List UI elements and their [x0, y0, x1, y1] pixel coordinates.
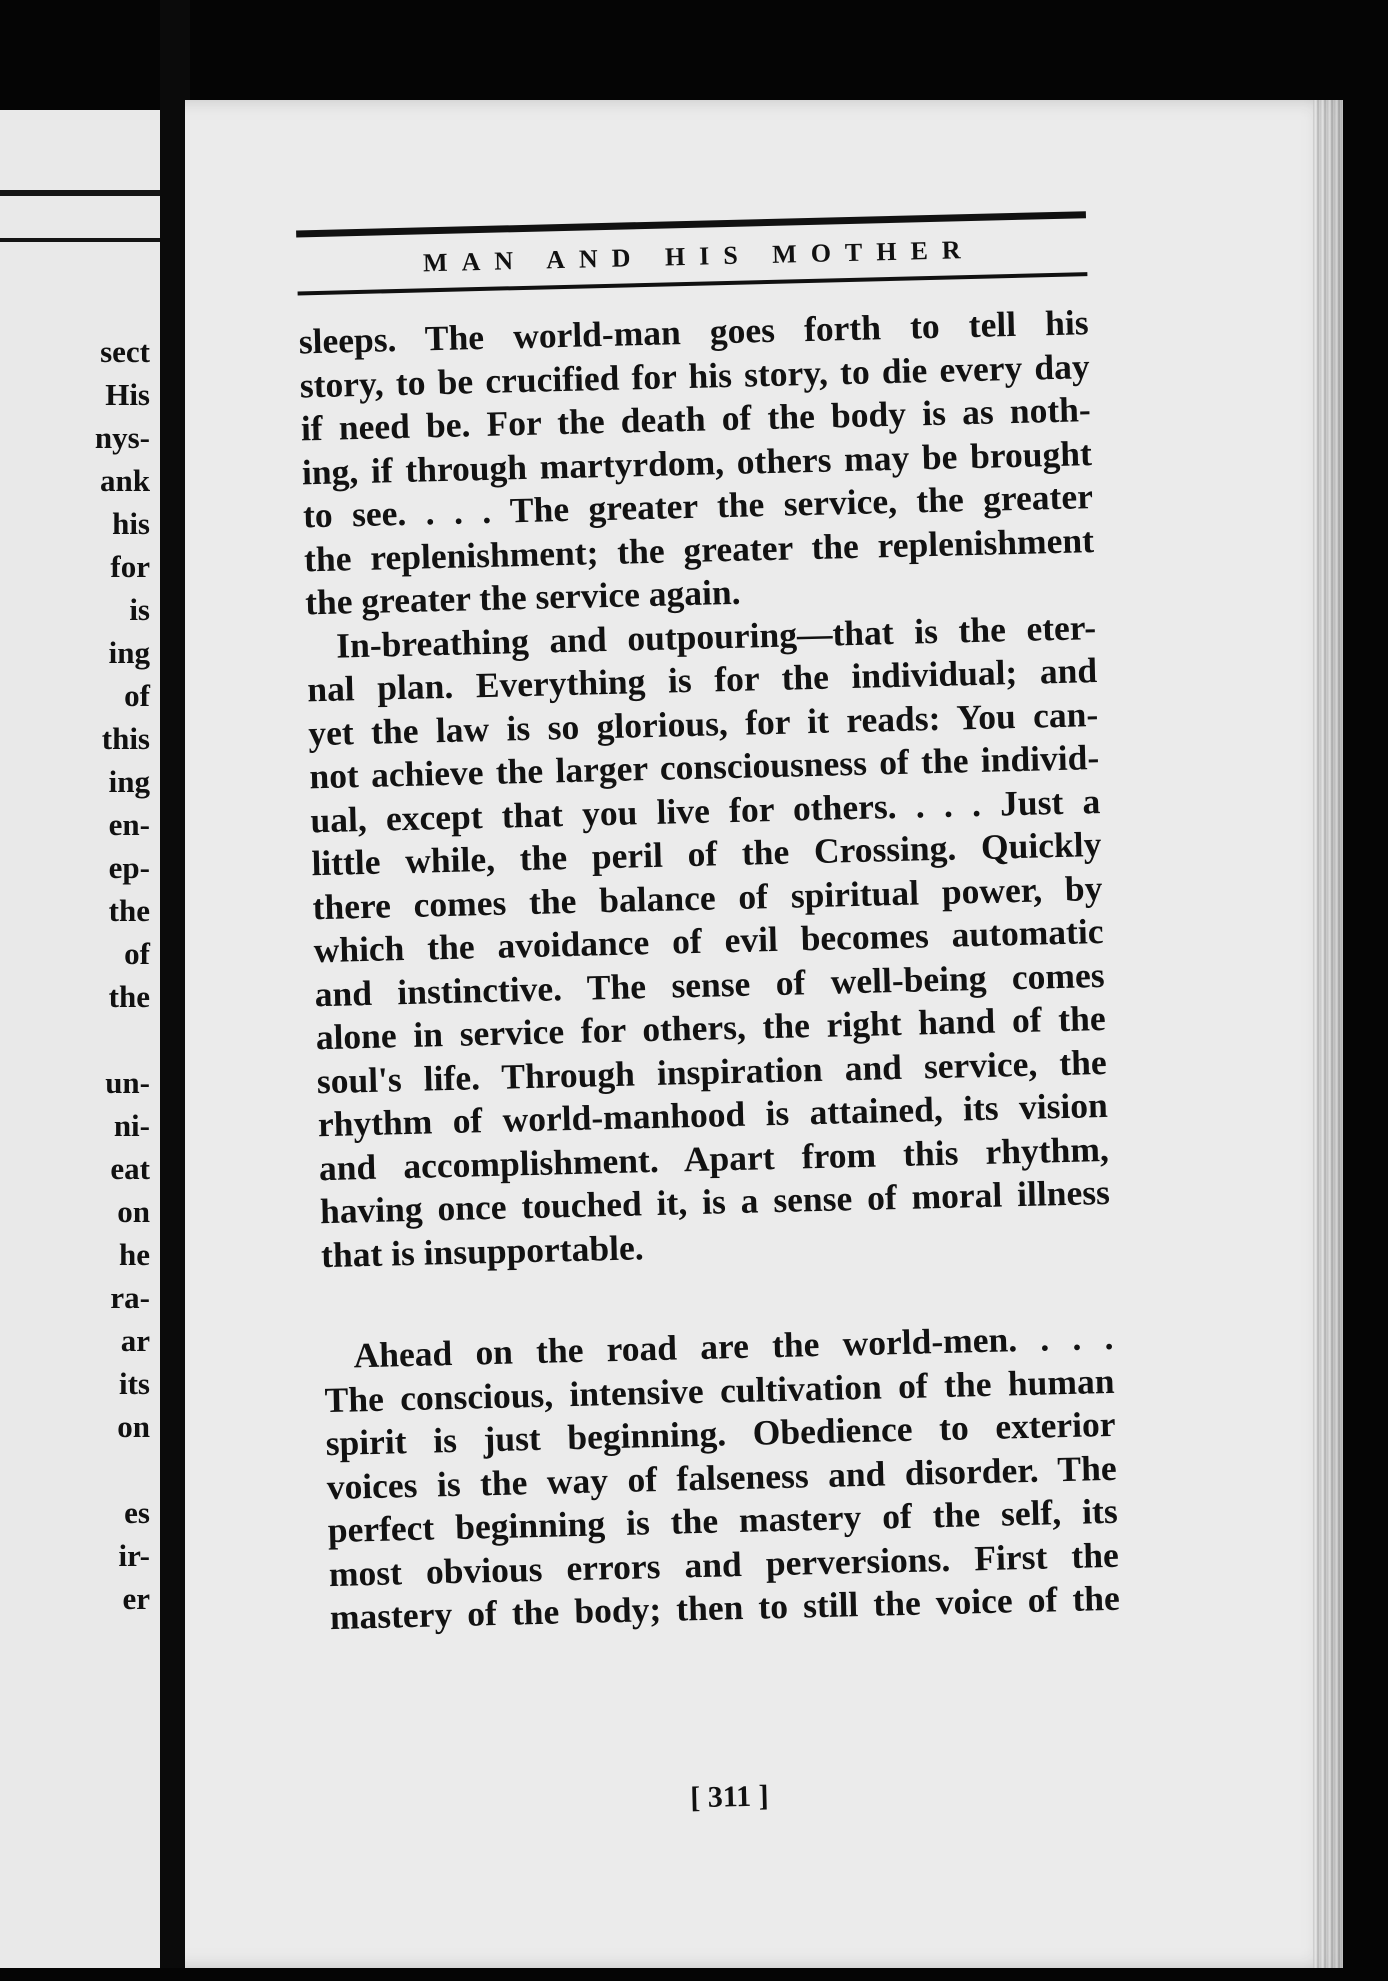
- left-page-line-fragment: ra-: [110, 1280, 150, 1315]
- text-line: spirit is just beginning. Obedience to exterior: [325, 1403, 1116, 1464]
- running-head: MAN AND HIS MOTHER: [422, 234, 975, 278]
- left-page-line-fragment: its: [119, 1366, 150, 1401]
- text-line: The conscious, intensive cultivation of the human: [324, 1360, 1115, 1420]
- text-line: there comes the balance of spiritual power, by: [312, 867, 1103, 927]
- left-page-rule-top: [0, 190, 160, 196]
- text-line: alone in service for others, the right hand of the: [315, 997, 1107, 1058]
- text-line: yet the law is so glorious, for it reads: You can-: [307, 693, 1099, 753]
- left-page-line-fragment: un-: [105, 1065, 150, 1100]
- left-page-line-fragment: the: [108, 979, 150, 1014]
- left-page-line-fragment: ank: [100, 463, 150, 498]
- text-line: voices is the way of falseness and disorder. The: [326, 1447, 1118, 1507]
- text-line: which the avoidance of evil becomes automatic: [313, 910, 1104, 971]
- left-page-rule-bottom: [0, 238, 160, 242]
- paragraph-2: [306, 606, 1112, 1278]
- paragraph-3: [323, 1316, 1120, 1640]
- left-page-text: [95, 330, 150, 1620]
- body-text: [298, 301, 1120, 1639]
- left-page-line-fragment: sect: [100, 334, 150, 369]
- text-line: ing, if through martyrdom, others may be brought: [301, 432, 1093, 492]
- left-page-line-fragment: of: [124, 936, 150, 971]
- paragraph-1: [298, 301, 1095, 625]
- left-page-line-fragment: [95, 1448, 150, 1491]
- left-page-line-fragment: eat: [110, 1151, 150, 1186]
- left-page-line-fragment: ep-: [108, 850, 150, 885]
- page-header: [296, 211, 1087, 295]
- text-line: sleeps. The world-man goes forth to tell his: [298, 302, 1090, 362]
- text-line: little while, the peril of the Crossing. Quickly: [311, 824, 1102, 884]
- text-line: most obvious errors and perversions. First the: [328, 1534, 1120, 1594]
- left-page-line-fragment: on: [117, 1194, 150, 1229]
- text-line: that is insupportable.: [320, 1226, 645, 1275]
- left-facing-page: [0, 110, 160, 1968]
- text-line: perfect beginning is the mastery of the self, its: [327, 1490, 1119, 1551]
- left-page-line-fragment: His: [105, 377, 150, 412]
- left-page-line-fragment: en-: [108, 807, 150, 842]
- text-line: ual, except that you live for others. . . . Just a: [309, 780, 1101, 840]
- text-line: In-breathing and outpouring—that is the eter-: [335, 606, 1097, 666]
- text-line: not achieve the larger consciousness of the individ-: [308, 737, 1100, 797]
- text-line: and instinctive. The sense of well-being comes: [314, 954, 1105, 1014]
- text-line: mastery of the body; then to still the voice of the: [329, 1577, 1121, 1638]
- text-line: to see. . . . The greater the service, the greater: [302, 476, 1094, 536]
- header-rule-top: [296, 211, 1086, 237]
- left-page-line-fragment: ing: [108, 764, 150, 799]
- left-page-line-fragment: he: [119, 1237, 150, 1272]
- text-line: and accomplishment. Apart from this rhythm,: [318, 1128, 1110, 1188]
- left-page-line-fragment: the: [108, 893, 150, 928]
- left-page-line-fragment: ir-: [118, 1538, 150, 1573]
- left-page-line-fragment: ar: [120, 1323, 150, 1358]
- left-page-line-fragment: ni-: [113, 1108, 150, 1143]
- left-page-line-fragment: es: [124, 1495, 150, 1530]
- page-content: [163, 85, 1366, 1981]
- left-page-line-fragment: of: [124, 678, 150, 713]
- page-number: [ 311 ]: [689, 1779, 770, 1815]
- book-page: [185, 100, 1343, 1968]
- text-line: the greater the service again.: [304, 571, 741, 623]
- left-page-line-fragment: is: [129, 592, 150, 627]
- left-page-line-fragment: on: [117, 1409, 150, 1444]
- left-page-line-fragment: [95, 1018, 150, 1061]
- text-line: story, to be crucified for his story, to die every day: [299, 345, 1091, 405]
- left-page-line-fragment: his: [112, 506, 150, 541]
- text-line: soul's life. Through inspiration and service, the: [316, 1041, 1108, 1101]
- text-line: rhythm of world-manhood is attained, its vision: [317, 1084, 1109, 1145]
- left-page-line-fragment: for: [110, 549, 150, 584]
- text-line: nal plan. Everything is for the individual; and: [306, 650, 1098, 710]
- left-page-line-fragment: er: [122, 1581, 150, 1616]
- left-page-line-fragment: this: [101, 721, 150, 756]
- left-page-line-fragment: nys-: [94, 420, 150, 455]
- text-line: if need be. For the death of the body is as noth-: [300, 389, 1092, 449]
- text-line: having once touched it, is a sense of moral illness: [319, 1171, 1111, 1232]
- left-page-line-fragment: ing: [108, 635, 150, 670]
- text-line: Ahead on the road are the world-men. . . .: [353, 1316, 1114, 1376]
- text-line: the replenishment; the greater the replenishment: [303, 519, 1095, 579]
